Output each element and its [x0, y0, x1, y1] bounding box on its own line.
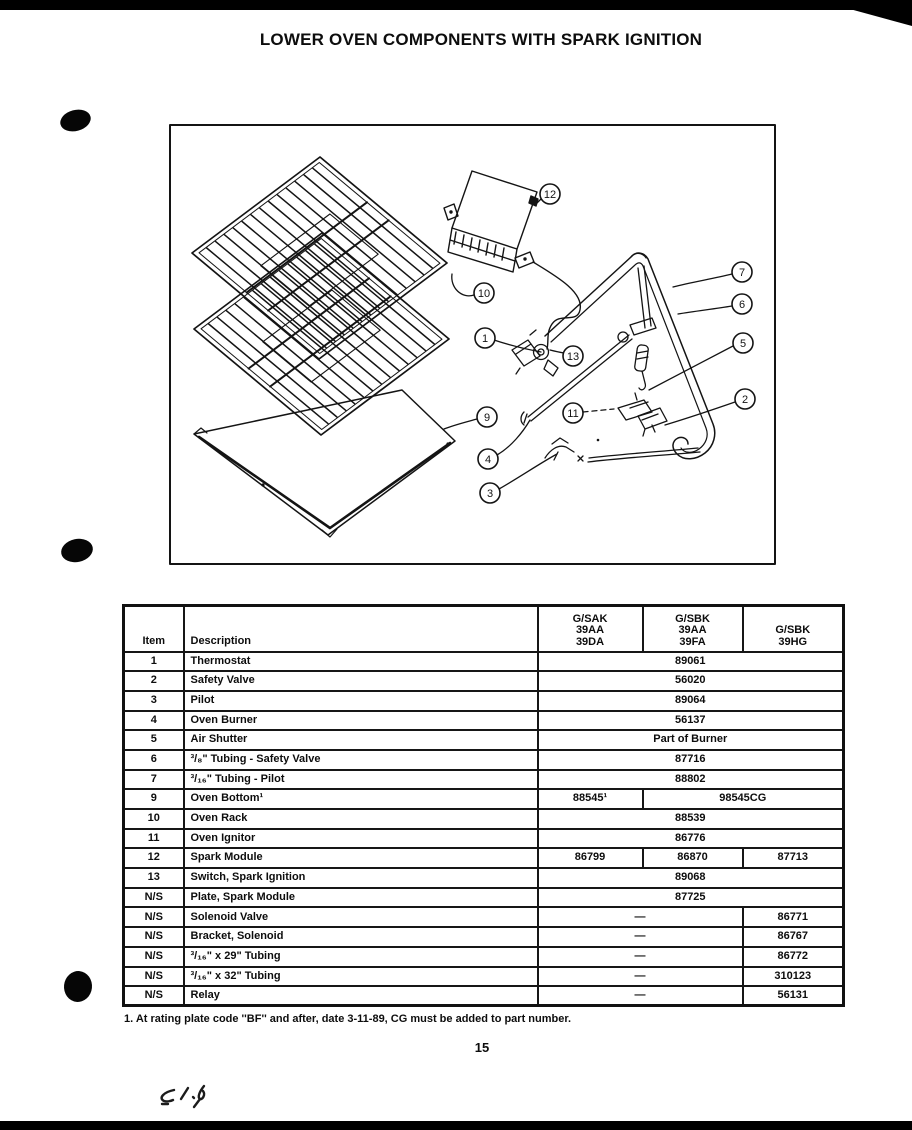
scan-edge-top [0, 0, 912, 10]
part-number: 88802 [538, 770, 844, 790]
column-header: G/SAK 39AA 39DA [538, 606, 643, 652]
part-number: 87725 [538, 888, 844, 908]
svg-text:4: 4 [484, 453, 492, 466]
part-number: 86870 [643, 848, 743, 868]
part-number: 56137 [538, 711, 844, 731]
callout-11 [563, 403, 583, 423]
svg-text:9: 9 [483, 411, 491, 424]
table-footnote: 1. At rating plate code ''BF'' and after, date 3-11-89, CG must be added to part number. [124, 1013, 572, 1025]
callout-13 [563, 346, 583, 366]
column-header: G/SBK 39HG [743, 606, 844, 652]
hole-punch-middle [59, 536, 95, 565]
column-header: G/SBK 39AA 39FA [643, 606, 743, 652]
svg-text:6: 6 [738, 298, 746, 311]
part-number: 88545¹ [538, 789, 643, 809]
item-number: 6 [124, 750, 184, 770]
part-description: Thermostat [184, 652, 538, 672]
item-number: 7 [124, 770, 184, 790]
parts-table [122, 604, 845, 1007]
table-row [124, 691, 844, 711]
item-number: 9 [124, 789, 184, 809]
part-description: ³/₁₆" x 29" Tubing [184, 947, 538, 967]
table-row [124, 907, 844, 927]
thermostat-capillary-wire [533, 262, 580, 349]
hole-punch-top [58, 106, 93, 134]
item-number: 13 [124, 868, 184, 888]
part-number: 87713 [743, 848, 844, 868]
item-number: N/S [124, 967, 184, 987]
spark-module-box [444, 171, 538, 272]
part-number: 87716 [538, 750, 844, 770]
table-row [124, 868, 844, 888]
table-row [124, 927, 844, 947]
table-row [124, 967, 844, 987]
table-row [124, 809, 844, 829]
part-number: 56020 [538, 671, 844, 691]
part-description: Bracket, Solenoid [184, 927, 538, 947]
table-row [124, 671, 844, 691]
item-number: 5 [124, 730, 184, 750]
part-description: Spark Module [184, 848, 538, 868]
callout-9 [477, 407, 497, 427]
callout-10 [474, 283, 494, 303]
scan-edge-bottom [0, 1121, 912, 1130]
page-title: LOWER OVEN COMPONENTS WITH SPARK IGNITION [259, 30, 703, 49]
table-row [124, 750, 844, 770]
column-header: Item [124, 606, 184, 652]
callout-4 [478, 449, 498, 469]
part-description: Oven Burner [184, 711, 538, 731]
table-row [124, 888, 844, 908]
part-description: Pilot [184, 691, 538, 711]
callout-7 [732, 262, 752, 282]
callout-3 [480, 483, 500, 503]
hole-punch-bottom [62, 970, 93, 1004]
part-number: — [538, 947, 743, 967]
part-description: Oven Bottom¹ [184, 789, 538, 809]
part-description: Plate, Spark Module [184, 888, 538, 908]
part-number: 89061 [538, 652, 844, 672]
table-row [124, 829, 844, 849]
diagram-frame [170, 125, 775, 564]
scan-edge-top-right [840, 0, 912, 26]
table-row [124, 986, 844, 1006]
svg-text:12: 12 [543, 188, 557, 201]
table-row [124, 770, 844, 790]
part-number: — [538, 907, 743, 927]
part-number: 86799 [538, 848, 643, 868]
part-description: Relay [184, 986, 538, 1006]
part-description: Oven Rack [184, 809, 538, 829]
part-number: 89064 [538, 691, 844, 711]
part-description: Safety Valve [184, 671, 538, 691]
part-description: Oven Ignitor [184, 829, 538, 849]
svg-text:13: 13 [566, 350, 580, 363]
part-number: 88539 [538, 809, 844, 829]
oven-bottom-panel [194, 390, 455, 537]
part-number: — [538, 927, 743, 947]
table-row [124, 652, 844, 672]
callout-1 [475, 328, 495, 348]
item-number: 3 [124, 691, 184, 711]
part-number: 86776 [538, 829, 844, 849]
svg-text:1: 1 [481, 332, 489, 345]
part-number: — [538, 967, 743, 987]
item-number: 4 [124, 711, 184, 731]
part-number: 89068 [538, 868, 844, 888]
svg-text:11: 11 [567, 407, 579, 420]
part-number: 86772 [743, 947, 844, 967]
part-description: ³/₁₆" Tubing - Pilot [184, 770, 538, 790]
pilot-assembly [618, 393, 667, 436]
page-number: 15 [474, 1040, 490, 1055]
callout-5 [733, 333, 753, 353]
part-description: ³/₈" Tubing - Safety Valve [184, 750, 538, 770]
svg-text:2: 2 [741, 393, 749, 406]
item-number: 11 [124, 829, 184, 849]
item-number: N/S [124, 986, 184, 1006]
handwritten-mark [152, 1078, 227, 1118]
part-number: 98545CG [643, 789, 844, 809]
item-number: N/S [124, 888, 184, 908]
part-number: — [538, 986, 743, 1006]
part-description: Switch, Spark Ignition [184, 868, 538, 888]
part-number: 86771 [743, 907, 844, 927]
part-number: 310123 [743, 967, 844, 987]
part-number: Part of Burner [538, 730, 844, 750]
table-row [124, 848, 844, 868]
column-header: Description [184, 606, 538, 652]
part-description: Solenoid Valve [184, 907, 538, 927]
item-number: 10 [124, 809, 184, 829]
table-row [124, 947, 844, 967]
table-row [124, 711, 844, 731]
svg-text:5: 5 [739, 337, 747, 350]
part-number: 86767 [743, 927, 844, 947]
item-number: 12 [124, 848, 184, 868]
item-number: 2 [124, 671, 184, 691]
item-number: N/S [124, 947, 184, 967]
svg-text:7: 7 [738, 266, 746, 279]
item-number: N/S [124, 907, 184, 927]
svg-text:3: 3 [486, 487, 494, 500]
part-description: Air Shutter [184, 730, 538, 750]
item-number: N/S [124, 927, 184, 947]
part-number: 56131 [743, 986, 844, 1006]
callout-2 [735, 389, 755, 409]
parts-table-header [124, 606, 844, 652]
item-number: 1 [124, 652, 184, 672]
table-row [124, 789, 844, 809]
callout-6 [732, 294, 752, 314]
svg-text:10: 10 [477, 287, 491, 300]
table-row [124, 730, 844, 750]
part-description: ³/₁₆" x 32" Tubing [184, 967, 538, 987]
callout-12 [540, 184, 560, 204]
thermostat-assembly [512, 330, 558, 376]
exploded-parts-diagram [150, 110, 800, 580]
